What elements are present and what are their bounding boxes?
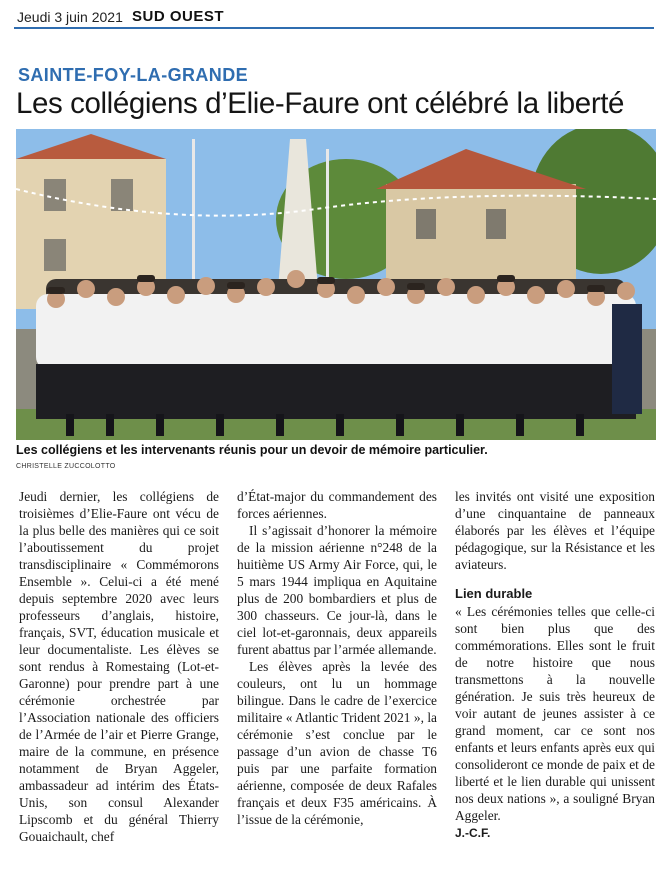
column-3-quote: « Les cérémonies telles que celle-ci sont bien plus que des commémorations. Elles sont le fruit de notre histoire que nous transmettons à la nouvelle génération. Je suis très heureux de voir autant de jeunes assister à ce grand moment, car ce sont nos enfants et leurs enfants après eux qui consolideront ce monde de paix et de liberté et le lien durable qui unissent nos deux nations », a souligné Bryan Aggeler. — [455, 604, 655, 823]
article-column-1 — [19, 488, 219, 845]
masthead — [14, 7, 654, 29]
article-photo — [16, 129, 656, 440]
column-2-paragraph-3: Les élèves après la levée des couleurs, ont lu un hommage bilingue. Dans le cadre de l’exercice militaire « Atlantic Trident 2021 », la cérémonie s’est conclue par le passage d’un avion de chasse T6 puis par une parfaite formation aérienne, composée de deux Rafales français et deux F35 américains. À l’issue de la cérémonie, — [237, 659, 437, 827]
column-3-paragraph-1: les invités ont visité une exposition d’une cinquantaine de panneaux élaborés par les élèves et l’équipe pédagogique, sur la Résistance et les aviateurs. — [455, 489, 655, 572]
author-signature: J.-C.F. — [455, 826, 491, 840]
group-photo-illustration — [16, 129, 656, 440]
article-column-2 — [237, 488, 437, 828]
photo-credit: CHRISTELLE ZUCCOLOTTO — [16, 463, 116, 470]
newspaper-name: SUD OUEST — [132, 8, 225, 25]
article-column-3 — [455, 488, 655, 842]
article-kicker: SAINTE-FOY-LA-GRANDE — [18, 65, 248, 85]
issue-date: Jeudi 3 juin 2021 — [17, 9, 123, 25]
photo-caption: Les collégiens et les intervenants réunis pour un devoir de mémoire particulier. — [16, 443, 488, 457]
column-2-paragraph-1: d’État-major du commandement des forces aériennes. — [237, 489, 437, 521]
section-subhead: Lien durable — [455, 586, 533, 601]
article-headline: Les collégiens d’Elie-Faure ont célébré la liberté — [16, 87, 625, 120]
column-1-paragraph: Jeudi dernier, les collégiens de troisièmes d’Elie-Faure ont vécu de la plus belle des manières qui ce soit l’aboutissement du projet transdisciplinaire « Commémorons Ensemble ». Celui-ci a été mené depuis septembre 2020 avec leurs professeurs d’anglais, histoire, français, SVT, éducation musicale et leur documentaliste. Les élèves se sont rendus à Romestaing (Lot-et-Garonne) pour prendre part à une cérémonie orchestrée par l’Association nationale des officiers de l’Armée de l’air et Pierre Grange, maire de la commune, en présence notamment de Bryan Aggeler, ambassadeur ad intérim des États-Unis, son consul Alexander Lipscomb et du général Thierry Gouaichault, chef — [19, 489, 219, 844]
column-2-paragraph-2: Il s’agissait d’honorer la mémoire de la mission aérienne n°248 de la huitième US Army Air Force, qui, le 5 mars 1944 impliqua en Aquitaine plus de 200 bombardiers et plus de 300 chasseurs. Ce jour-là, dans le ciel lot-et-garonnais, deux appareils furent abattus par l’armée allemande. — [237, 523, 437, 657]
